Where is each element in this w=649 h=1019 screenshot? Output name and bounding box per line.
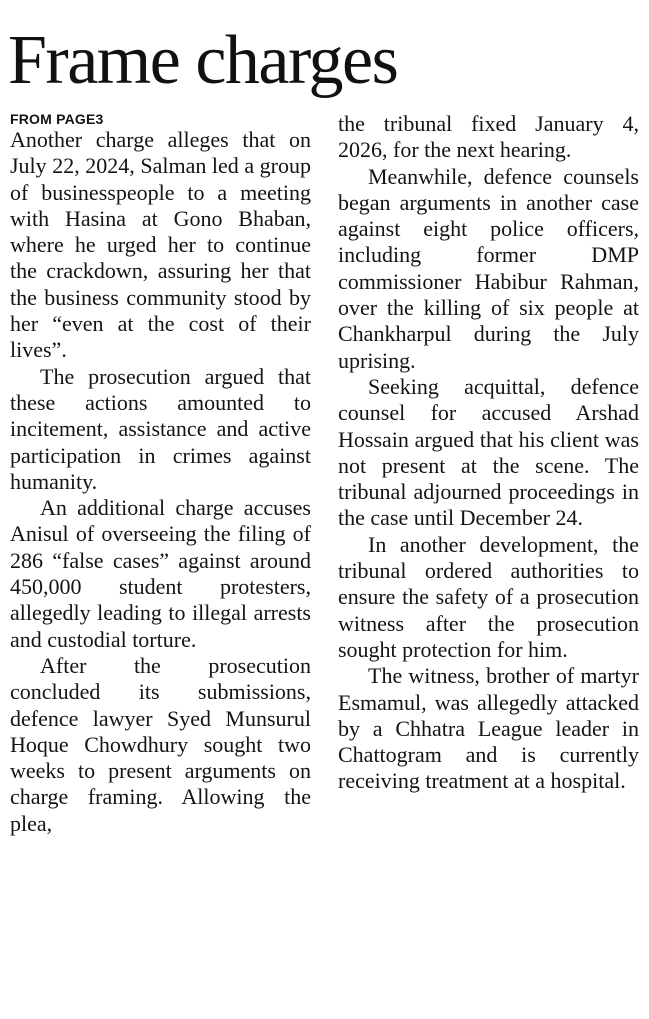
paragraph: Seeking acquittal, defence counsel for accused Arshad Hossain argued that his client was not present at the scene. The tribunal adjourned proceedings in the case until December 24.: [338, 373, 639, 531]
article-column-right: [338, 111, 639, 795]
continued-from-kicker: FROM PAGE3: [10, 111, 104, 127]
article-column-left: [10, 108, 311, 837]
paragraph: The witness, brother of martyr Esmamul, was allegedly attacked by a Chhatra League leader in Chattogram and is currently receiving treatment at a hospital.: [338, 663, 639, 794]
paragraph: An additional charge accuses Anisul of overseeing the filing of 286 “false cases” against around 450,000 student protesters, allegedly leading to illegal arrests and custodial torture.: [10, 495, 311, 652]
headline: Frame charges: [8, 22, 398, 99]
paragraph: The prosecution argued that these actions amounted to incitement, assistance and active participation in crimes against humanity.: [10, 363, 311, 494]
paragraph: After the prosecution concluded its submissions, defence lawyer Syed Munsurul Hoque Chowdhury sought two weeks to present arguments on charge framing. Allowing the plea,: [10, 652, 311, 836]
paragraph: In another development, the tribunal ordered authorities to ensure the safety of a prosecution witness after the prosecution sought protection for him.: [338, 531, 639, 662]
paragraph: Another charge alleges that on July 22, 2024, Salman led a group of businesspeople to a meeting with Hasina at Gono Bhaban, where he urged her to continue the crackdown, assuring her that the business community stood by her “even at the cost of their lives”.: [10, 127, 311, 363]
paragraph: Meanwhile, defence counsels began arguments in another case against eight police officers, including former DMP commissioner Habibur Rahman, over the killing of six people at Chankharpul during the July uprising.: [338, 163, 639, 373]
paragraph: the tribunal fixed January 4, 2026, for the next hearing.: [338, 111, 639, 163]
